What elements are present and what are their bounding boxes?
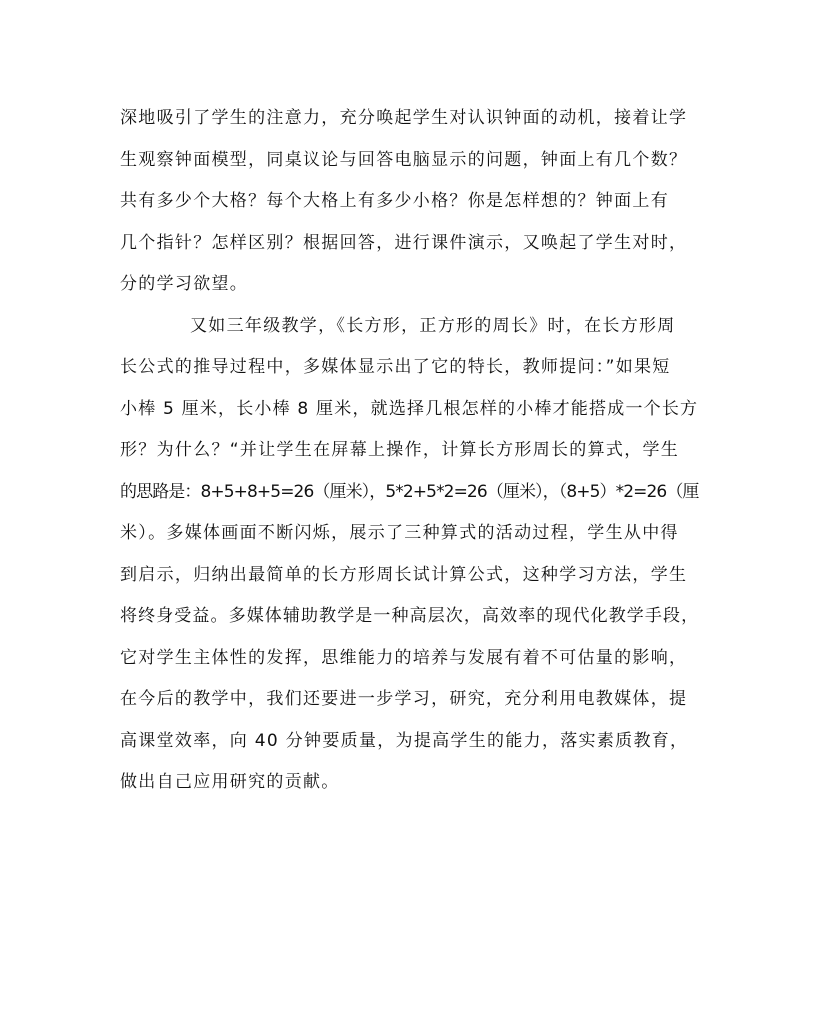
paragraph-2-line-1: 又如三年级教学，《长方形，正方形的周长》时，在长方形周 <box>190 316 676 336</box>
paragraph-2-line-11: 高课堂效率，向 40 分钟要质量，为提高学生的能力，落实素质教育， <box>120 731 689 751</box>
paragraph-2-line-3: 小棒 5 厘米，长小棒 8 厘米，就选择几根怎样的小棒才能搭成一个长方 <box>120 399 699 419</box>
paragraph-2-line-12: 做出自己应用研究的贡献。 <box>120 772 340 792</box>
paragraph-2-line-10: 在今后的教学中，我们还要进一步学习，研究，充分利用电教媒体，提 <box>120 689 688 709</box>
paragraph-1-line-3: 共有多少个大格？每个大格上有多少小格？你是怎样想的？钟面上有 <box>120 191 669 211</box>
paragraph-2-line-7: 到启示，归纳出最简单的长方形周长试计算公式，这种学习方法，学生 <box>120 565 688 585</box>
paragraph-2-line-5: 的思路是：8+5+8+5=26（厘米），5*2+5*2=26（厘米），（8+5）*2=26（厘 <box>120 482 699 502</box>
paragraph-2-line-2: 长公式的推导过程中，多媒体显示出了它的特长，教师提问：”如果短 <box>120 357 671 377</box>
paragraph-1-line-2: 生观察钟面模型，同桌议论与回答电脑显示的问题，钟面上有几个数？ <box>120 150 688 170</box>
paragraph-1-line-5: 分的学习欲望。 <box>120 274 249 294</box>
paragraph-2-line-6: 米）。多媒体画面不断闪烁，展示了三种算式的活动过程，学生从中得 <box>120 523 679 543</box>
paragraph-1-line-1: 深地吸引了学生的注意力，充分唤起学生对认识钟面的动机，接着让学 <box>120 108 688 128</box>
paragraph-2-line-9: 它对学生主体性的发挥，思维能力的培养与发展有着不可估量的影响， <box>120 648 688 668</box>
paragraph-2-line-8: 将终身受益。多媒体辅助教学是一种高层次，高效率的现代化教学手段， <box>120 606 700 626</box>
paragraph-2-line-4: 形？为什么？“并让学生在屏幕上操作，计算长方形周长的算式，学生 <box>120 440 680 460</box>
paragraph-1-line-4: 几个指针？怎样区别？根据回答，进行课件演示，又唤起了学生对时， <box>120 233 688 253</box>
